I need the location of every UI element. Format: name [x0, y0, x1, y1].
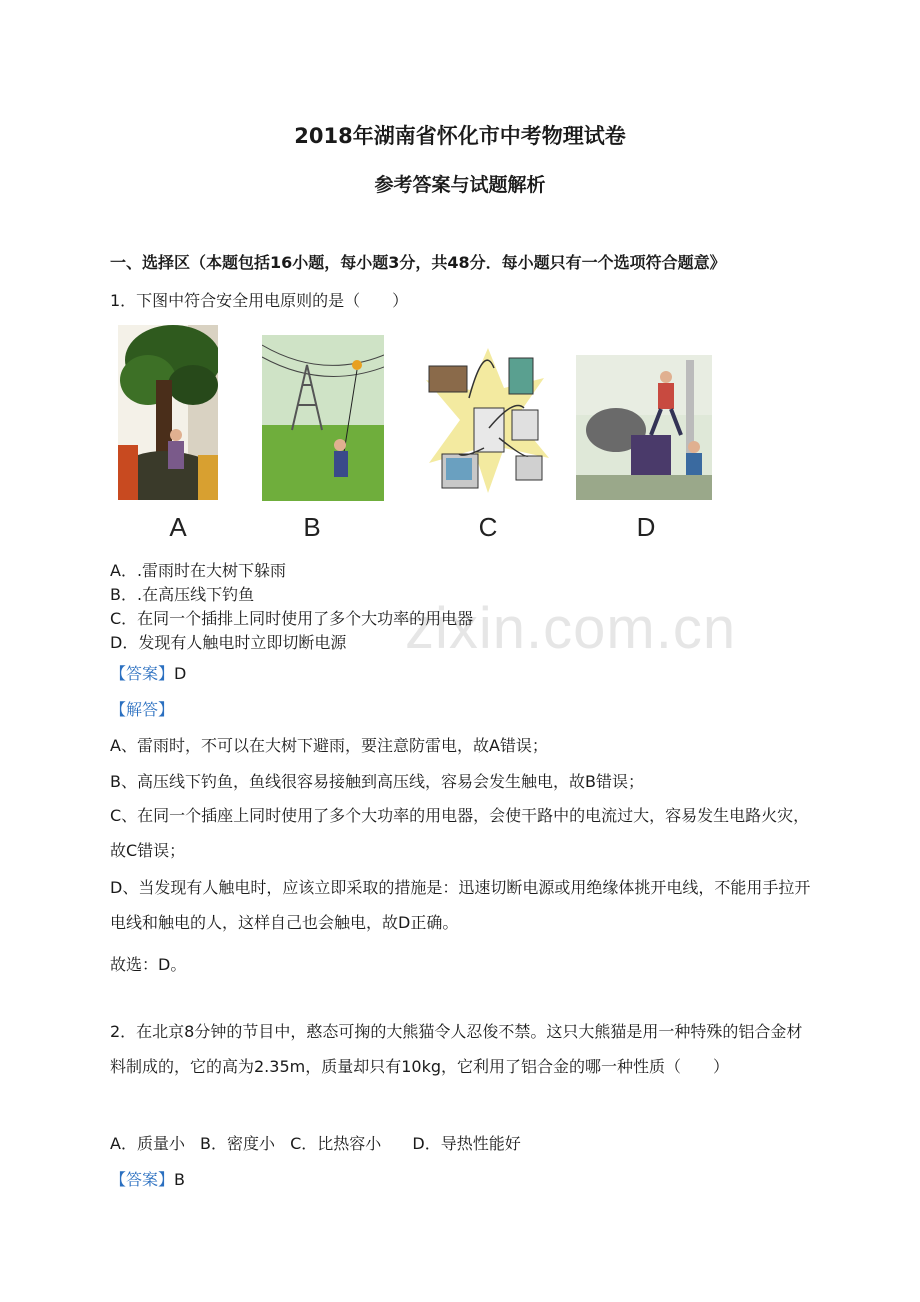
answer-tag: 【答案】: [110, 664, 175, 683]
page-title: 2018年湖南省怀化市中考物理试卷: [294, 124, 626, 148]
q1-option-c: C．在同一个插排上同时使用了多个大功率的用电器: [110, 609, 474, 628]
q2-option-a: A．质量小: [110, 1134, 185, 1153]
figure-label-d: D: [636, 512, 656, 542]
answer-value: D: [174, 664, 187, 683]
q1-option-a: A．.雷雨时在大树下躲雨: [110, 561, 287, 580]
q1-analysis-c: C、在同一个插座上同时使用了多个大功率的用电器，会使干路中的电流过大，容易发生电路火灾，故C错误；: [110, 806, 810, 860]
q2-option-b: B．密度小: [200, 1134, 276, 1153]
q1-option-b: B．.在高压线下钓鱼: [110, 585, 255, 604]
section-heading: 一、选择区（本题包括16小题，每小题3分，共48分．每小题只有一个选项符合题意》: [110, 253, 726, 272]
q2-stem: 2．在北京8分钟的节目中，憨态可掬的大熊猫令人忍俊不禁。这只大熊猫是用一种特殊的铝合金材料制成的，它的高为2.35m，质量却只有10kg，它利用了铝合金的哪一种性质（ ）: [110, 1022, 803, 1076]
figure-c-overloaded-socket-image: [424, 338, 552, 498]
page-subtitle: 参考答案与试题解析: [374, 174, 546, 196]
q1-analysis-d: D、当发现有人触电时，应该立即采取的措施是：迅速切断电源或用绝缘体挑开电线，不能用手拉开电线和触电的人，这样自己也会触电，故D正确。: [110, 878, 811, 932]
answer-value: B: [174, 1170, 185, 1189]
figure-label-a: A: [169, 512, 187, 542]
q2-option-d: D．导热性能好: [412, 1134, 521, 1153]
analysis-tag: 【解答】: [110, 700, 175, 719]
figure-label-c: C: [478, 512, 498, 542]
figure-d-electric-shock-image: [576, 355, 712, 500]
q1-analysis-b: B、高压线下钓鱼，鱼线很容易接触到高压线，容易会发生触电，故B错误；: [110, 772, 644, 791]
q1-answer-line: [110, 661, 186, 684]
q2-answer-line: [110, 1167, 185, 1190]
figure-label-b: B: [303, 512, 321, 542]
q1-option-d: D．发现有人触电时立即切断电源: [110, 633, 347, 652]
q1-conclusion: 故选：D。: [110, 955, 187, 974]
q2-option-c: C．比热容小: [290, 1134, 382, 1153]
answer-tag: 【答案】: [110, 1170, 175, 1189]
figure-b-power-line-image: [262, 335, 384, 501]
q1-analysis-a: A、雷雨时，不可以在大树下避雨，要注意防雷电，故A错误；: [110, 736, 548, 755]
q1-stem: 1．下图中符合安全用电原则的是（ ）: [110, 291, 409, 310]
figure-a-tree-image: [118, 325, 218, 500]
q2-options: [110, 1131, 521, 1154]
watermark: zixin.com.cn: [405, 596, 737, 661]
q1-analysis-tag: [110, 697, 174, 720]
